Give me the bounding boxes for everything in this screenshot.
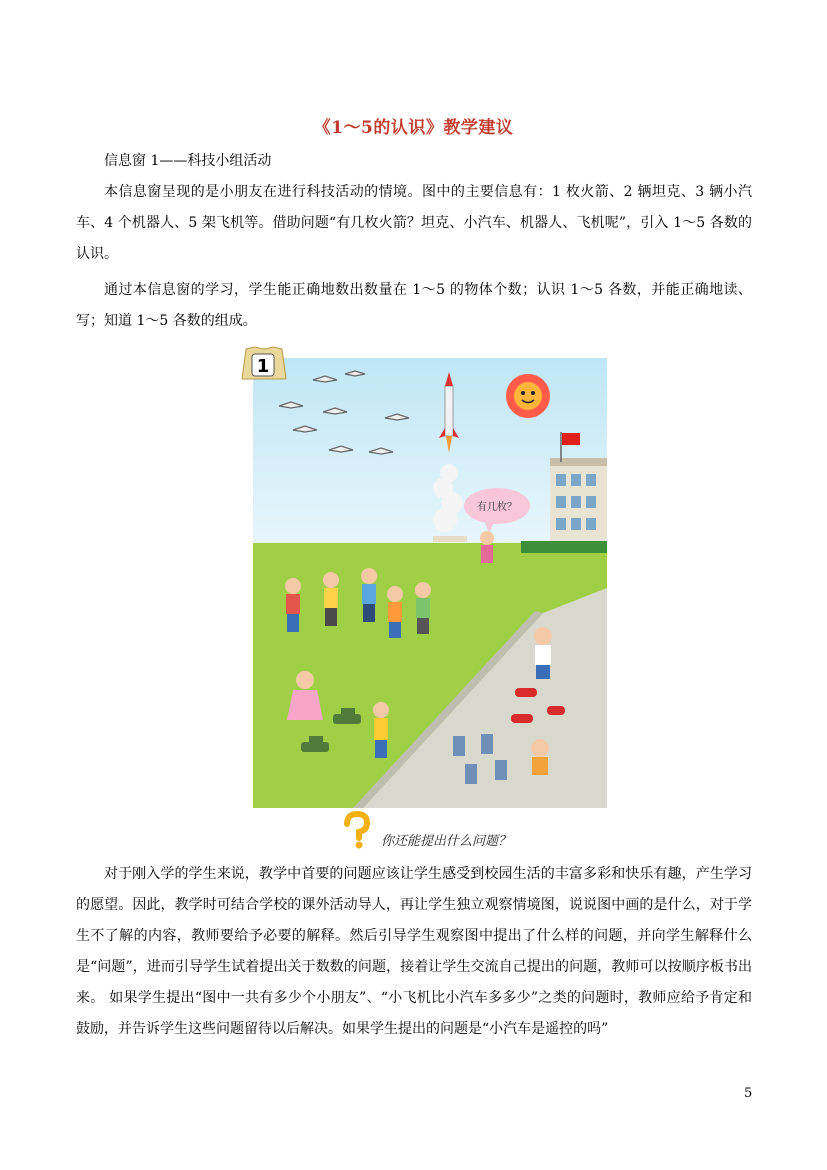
paragraph-teaching-advice: 对于刚入学的学生来说，教学中首要的问题应该让学生感受到校园生活的丰富多彩和快乐有趣，产生学习的愿望。因此，教学时可结合学校的课外活动导人，再让学生独立观察情境图，说说图中画的是什么，对于学生不了解的内容，教师要给予必要的解释。然后引导学生观察图中提出了什么样的问题，并向学生解释什么是“问题”，进而引导学生试着提出关于数数的问题，接着让学生交流自己提出的问题，教师可以按顺序板书出来。 如果学生提出“图中一共有多少个小朋友”、“小飞机比小汽车多多少”之类的问题时，教师应给予肯定和鼓励，并告诉学生这些问题留待以后解决。如果学生提出的问题是“小汽车是遥控的吗” [76,866,752,1037]
question-prompt [333,810,633,850]
question-caption-text: 你还能提出什么问题？ [381,834,512,849]
paragraph-intro: 本信息窗呈现的是小朋友在进行科技活动的情境。图中的主要信息有：1 枚火箭、2 辆坦克、3 辆小汽车、4 个机器人、5 架飞机等。借助问题“有几枚火箭？坦克、小汽车、机器人、飞机呢”，引入 1～5 各数的认识。 [76,184,752,262]
scene-illustration [253,358,607,808]
question-mark-icon [337,810,377,850]
speech-bubble-text: 有几枚？ [477,502,517,513]
paragraph-goals: 通过本信息窗的学习，学生能正确地数出数量在 1～5 的物体个数；认识 1～5 各数，并能正确地读、写；知道 1～5 各数的组成。 [76,282,752,329]
svg-text:1: 1 [256,356,270,377]
page-number: 5 [744,1086,753,1101]
section-subheading: 信息窗 1——科技小组活动 [104,153,272,169]
page-title: 《1～5的认识》教学建议 [313,118,514,138]
window-number-badge [240,345,288,381]
